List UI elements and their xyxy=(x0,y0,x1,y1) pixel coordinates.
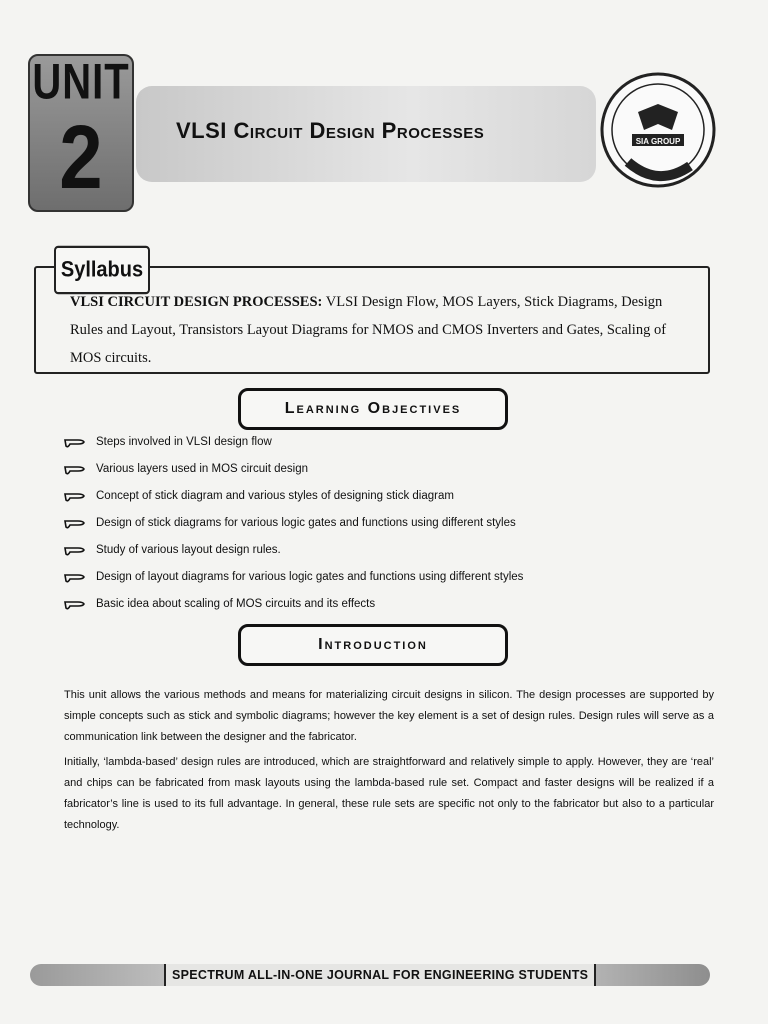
syllabus-tag: Syllabus xyxy=(54,246,150,294)
objective-item xyxy=(64,540,684,567)
pointing-hand-icon xyxy=(64,597,86,611)
pointing-hand-icon xyxy=(64,435,86,449)
objective-item xyxy=(64,432,684,459)
syllabus-body: VLSI Design Flow, MOS Layers, Stick Diagrams, Design Rules and Layout, Transistors Layout Diagrams for NMOS and CMOS Inverters and Gates, Scaling of MOS circuits. xyxy=(70,294,667,366)
pointing-hand-icon xyxy=(64,462,86,476)
intro-paragraph-1: This unit allows the various methods and means for materializing circuit designs in silicon. The design processes are supported by simple concepts such as stick and symbolic diagrams; however the key element is a set of design rules. Design rules will serve as a communication link between the designer and the fabricator. xyxy=(64,689,714,743)
syllabus-heading: VLSI CIRCUIT DESIGN PROCESSES: xyxy=(70,294,323,310)
objective-item xyxy=(64,594,684,621)
objective-item xyxy=(64,486,684,513)
pointing-hand-icon xyxy=(64,489,86,503)
unit-badge xyxy=(28,54,134,212)
objective-text: Study of various layout design rules. xyxy=(96,544,281,556)
sia-group-logo xyxy=(598,70,718,190)
objective-text: Basic idea about scaling of MOS circuits and its effects xyxy=(96,598,376,610)
pointing-hand-icon xyxy=(64,570,86,584)
objective-item xyxy=(64,567,684,594)
page-title: VLSI Circuit Design Processes xyxy=(176,118,485,143)
pointing-hand-icon xyxy=(64,543,86,557)
objective-text: Various layers used in MOS circuit design xyxy=(96,463,308,475)
objectives-list xyxy=(64,432,684,621)
learning-objectives-header: Learning Objectives xyxy=(238,388,508,430)
logo-text: SIA GROUP xyxy=(635,137,681,146)
intro-paragraph-2: Initially, ‘lambda-based’ design rules are introduced, which are straightforward and relatively simple to apply. However, they are ‘real’ and chips can be fabricated from mask layouts using the lambda-based rule set. Compact and faster designs will be realized if a fabricator’s line is used to its full advantage. In general, these rule sets are specific not only to the fabricator but also to a particular technology. xyxy=(64,756,714,831)
pointing-hand-icon xyxy=(64,516,86,530)
introduction-header: Introduction xyxy=(238,624,508,666)
syllabus-text xyxy=(70,288,670,372)
unit-number: 2 xyxy=(59,106,103,208)
objective-text: Concept of stick diagram and various styles of designing stick diagram xyxy=(96,490,454,502)
objective-item xyxy=(64,513,684,540)
footer-text: SPECTRUM ALL-IN-ONE JOURNAL FOR ENGINEERING STUDENTS xyxy=(164,964,596,986)
objective-text: Steps involved in VLSI design flow xyxy=(96,436,272,448)
unit-label: UNIT xyxy=(32,54,130,110)
objective-item xyxy=(64,459,684,486)
objective-text: Design of layout diagrams for various logic gates and functions using different styles xyxy=(96,571,524,583)
objective-text: Design of stick diagrams for various logic gates and functions using different styles xyxy=(96,517,516,529)
